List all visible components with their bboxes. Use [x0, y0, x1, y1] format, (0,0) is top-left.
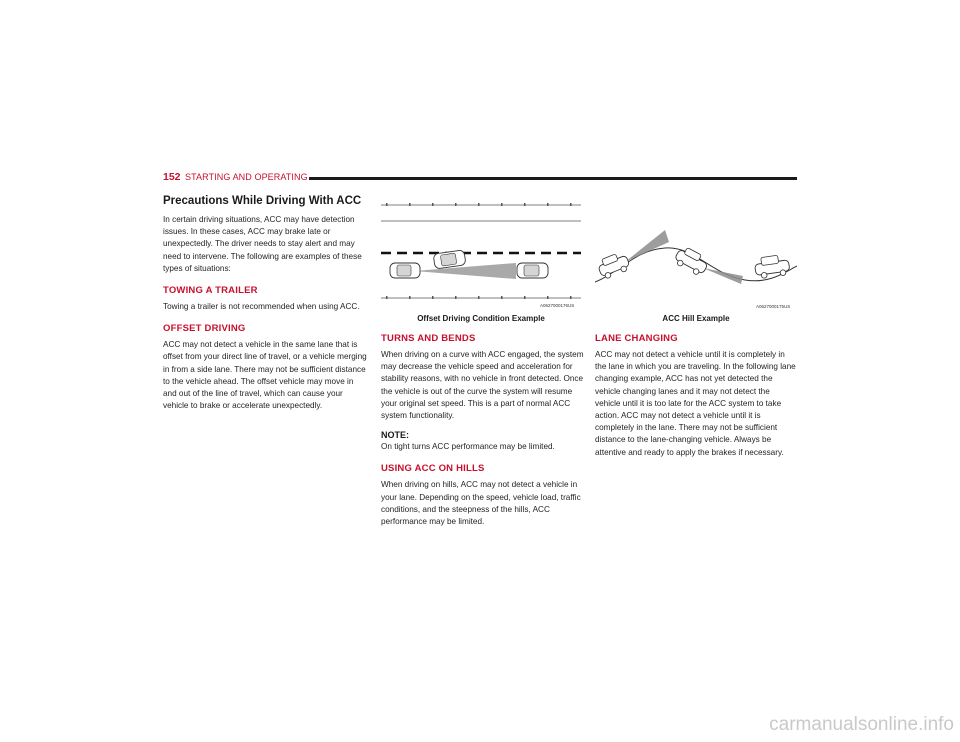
towing-heading: TOWING A TRAILER	[163, 285, 258, 297]
hills-heading: USING ACC ON HILLS	[381, 463, 485, 475]
own-vehicle-icon	[390, 263, 420, 278]
watermark: carmanualsonline.info	[769, 714, 954, 735]
hills-paragraph: When driving on hills, ACC may not detect a vehicle in your lane. Depending on the speed, vehicle load, traffic conditions, and the steepness of the hills, ACC performance may be limited.	[381, 480, 581, 527]
offset-driving-illustration	[381, 197, 581, 312]
offset-driving-figure	[381, 197, 581, 312]
hill-figure	[595, 210, 797, 312]
hill-illustration	[595, 210, 797, 312]
note-paragraph: On tight turns ACC performance may be limited.	[381, 442, 555, 452]
lead-vehicle-icon	[754, 254, 791, 279]
intro-paragraph: In certain driving situations, ACC may have detection issues. In these cases, ACC may brake late or unexpectedly. The driver needs to stay alert and may need to intervene. The following are examples of these types of situations:	[163, 215, 362, 273]
figure-caption-hill: ACC Hill Example	[662, 314, 730, 323]
towing-paragraph: Towing a trailer is not recommended when using ACC.	[163, 302, 360, 312]
note-heading: NOTE:	[381, 430, 409, 441]
offset-paragraph: ACC may not detect a vehicle in the same lane that is offset from your direct line of travel, or a vehicle merging in from a side lane. There may not be sufficient distance to the vehicle ahead. The offset vehicle may move in and out of the line of travel, which can cause your vehicle to brake or accelerate unexpectedly.	[163, 340, 367, 411]
header-rule	[309, 177, 797, 180]
offset-heading: OFFSET DRIVING	[163, 323, 246, 335]
page-number: 152	[163, 171, 181, 183]
section-title: STARTING AND OPERATING	[185, 172, 308, 182]
lane-heading: LANE CHANGING	[595, 333, 678, 344]
figure-code: A0627000175US	[756, 304, 791, 309]
page-header	[163, 171, 797, 185]
turns-heading: TURNS AND BENDS	[381, 333, 476, 344]
main-heading: Precautions While Driving With ACC	[163, 195, 362, 207]
figure-code: A0627000176US	[540, 303, 575, 308]
own-vehicle-icon	[596, 251, 631, 281]
turns-paragraph: When driving on a curve with ACC engaged, the system may decrease the vehicle speed and acceleration for stability reasons, with no vehicle in front detected. Once the vehicle is out of the curve the system will resume your original set speed. This is a part of normal ACC system functionality.	[381, 350, 584, 421]
lane-paragraph: ACC may not detect a vehicle until it is completely in the lane in which you are traveling. In the following lane changing example, ACC has not yet detected the vehicle changing lanes and it may not detect the vehicle until it is too late for the ACC system to take action. ACC may not detect a vehicle until it is completely in the lane. There may not be sufficient distance to the lane-changing vehicle. Always be attentive and ready to apply the brakes if necessary.	[595, 350, 796, 457]
lead-vehicle-icon	[517, 263, 548, 278]
column-right	[595, 333, 797, 459]
column-left	[163, 195, 368, 412]
figure-caption-offset: Offset Driving Condition Example	[417, 314, 545, 323]
column-middle	[381, 333, 586, 528]
